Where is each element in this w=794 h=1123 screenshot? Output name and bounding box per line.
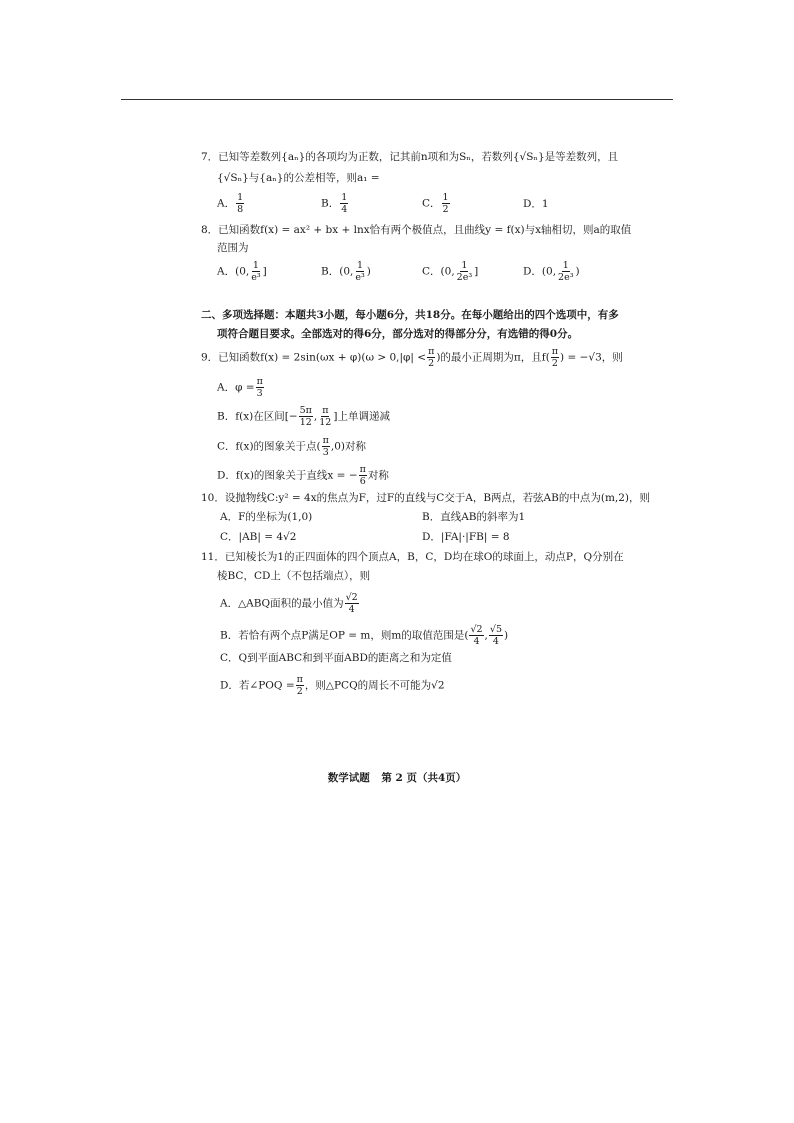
- q9-option-c: C．f(x)的图象关于点( $\frac{\pi}{3}$ ,0)对称: [217, 435, 367, 458]
- q10-option-c: C．|AB| = 4√2: [220, 531, 297, 543]
- section2-heading-line2: 项符合题目要求。全部选对的得6分，部分选对的得部分分，有选错的得0分。: [217, 328, 579, 340]
- footer-subject: 数学试题: [327, 772, 370, 784]
- footer-page-number: 第 2 页（共4页）: [381, 772, 467, 784]
- q10-option-d: D．|FA|·|FB| = 8: [422, 531, 510, 543]
- q8-option-c: C．(0, $\frac{1}{\text{2e³}}$ ]: [422, 260, 479, 283]
- q8-stem-line2: 范围为: [217, 242, 249, 254]
- q10-stem: 10．设抛物线C:y² = 4x的焦点为F，过F的直线与C交于A，B两点，若弦AB的中点为(m,2)，则: [201, 492, 651, 504]
- q11-option-d: D．若∠POQ = $\frac{\pi}{2}$ ，则△PCQ的周长不可能为√2: [220, 674, 445, 697]
- q10-option-b: B．直线AB的斜率为1: [422, 511, 526, 523]
- q7-stem-line2: {√Sₙ}与{aₙ}的公差相等，则a₁ =: [217, 172, 380, 184]
- q11-option-c: C．Q到平面ABC和到平面ABD的距离之和为定值: [220, 652, 452, 664]
- q7-stem-line1: 7．已知等差数列{aₙ}的各项均为正数，记其前n项和为Sₙ，若数列{√Sₙ}是等差数列，且: [201, 151, 619, 163]
- q8-stem-line1: 8．已知函数f(x) = ax² + bx + lnx恰有两个极值点，且曲线y = f(x)与x轴相切，则a的取值: [201, 224, 632, 236]
- q8-option-d: D．(0, $\frac{1}{\text{2e³}}$ ): [523, 260, 580, 283]
- q10-option-a: A．F的坐标为(1,0): [220, 511, 313, 523]
- header-rule: [121, 99, 673, 100]
- q11-option-b: B．若恰有两个点P满足OP = m，则m的取值范围是( $\frac{√2}{4}$ , $\frac{√5}{4}$ ): [220, 624, 509, 647]
- q7-option-b: B． $\frac{1}{4}$: [321, 192, 348, 215]
- q11-option-a: A．△ABQ面积的最小值为 $\frac{√2}{4}$: [220, 592, 358, 615]
- page-footer: [0, 770, 794, 785]
- q9-option-b: B．f(x)在区间[− $\frac{5\pi}{12}$ , $\frac{\pi}{12}$ ]上单调递减: [217, 405, 390, 428]
- q9-option-a: A．φ = $\frac{\pi}{3}$: [217, 376, 263, 399]
- q8-option-b: B．(0, $\frac{1}{\text{e³}}$ ): [321, 260, 371, 283]
- q8-option-a: A．(0, $\frac{1}{\text{e³}}$ ]: [217, 260, 267, 283]
- q9-option-d: D．f(x)的图象关于直线x = − $\frac{\pi}{6}$ 对称: [217, 464, 389, 487]
- q11-stem-line2: 棱BC，CD上（不包括端点），则: [217, 570, 371, 582]
- section2-heading-line1: 二、多项选择题：本题共3小题，每小题6分，共18分。在每小题给出的四个选项中，有多: [201, 309, 619, 321]
- q7-option-c: C． $\frac{1}{2}$: [422, 192, 449, 215]
- q9-stem: 9．已知函数f(x) = 2sin(ωx + φ)(ω > 0,|φ| < $\frac{\pi}{2}$ )的最小正周期为π，且f( $\frac{\pi}{2}$ ) = −√3，则: [201, 346, 623, 369]
- q7-option-d: D．1: [523, 198, 549, 210]
- q7-option-a: A． $\frac{1}{8}$: [217, 192, 244, 215]
- q11-stem-line1: 11．已知棱长为1的正四面体的四个顶点A，B，C，D均在球O的球面上，动点P，Q分别在: [201, 551, 624, 563]
